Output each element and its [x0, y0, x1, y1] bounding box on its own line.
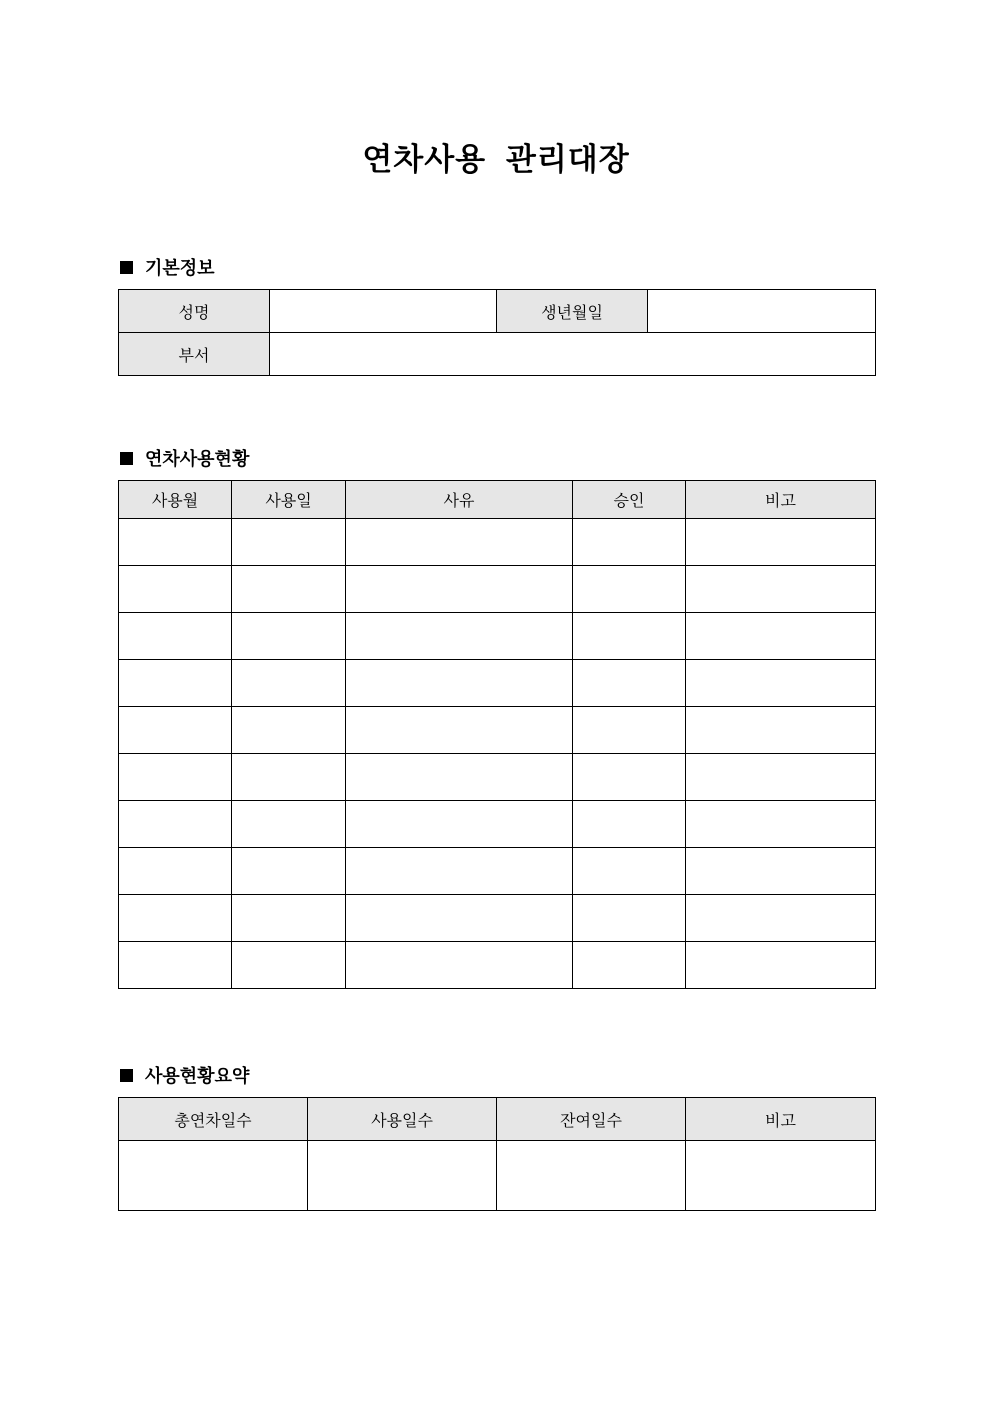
cell-day[interactable]: [232, 754, 346, 801]
cell-approval[interactable]: [573, 707, 686, 754]
cell-approval[interactable]: [573, 895, 686, 942]
cell-reason[interactable]: [346, 566, 573, 613]
cell-month[interactable]: [119, 566, 232, 613]
table-row: [119, 801, 876, 848]
table-row: [119, 660, 876, 707]
cell-month[interactable]: [119, 801, 232, 848]
name-field[interactable]: [270, 290, 497, 333]
cell-note[interactable]: [686, 613, 876, 660]
section-summary: [120, 1062, 249, 1088]
cell-approval[interactable]: [573, 660, 686, 707]
cell-month[interactable]: [119, 613, 232, 660]
cell-note[interactable]: [686, 895, 876, 942]
cell-note[interactable]: [686, 707, 876, 754]
col-header-approval: 승인: [573, 481, 686, 519]
usage-table: [118, 480, 876, 989]
cell-note[interactable]: [686, 1141, 876, 1211]
cell-month[interactable]: [119, 707, 232, 754]
cell-reason[interactable]: [346, 848, 573, 895]
cell-approval[interactable]: [573, 942, 686, 989]
cell-reason[interactable]: [346, 801, 573, 848]
cell-approval[interactable]: [573, 519, 686, 566]
cell-reason[interactable]: [346, 519, 573, 566]
cell-month[interactable]: [119, 519, 232, 566]
birth-label: 생년월일: [497, 290, 648, 333]
section-heading: 사용현황요약: [145, 1066, 250, 1087]
col-header-month: 사용월: [119, 481, 232, 519]
table-row: [119, 613, 876, 660]
birth-field[interactable]: [648, 290, 876, 333]
table-row: [119, 519, 876, 566]
col-header-used-days: 사용일수: [308, 1098, 497, 1141]
cell-month[interactable]: [119, 942, 232, 989]
table-row: [119, 1141, 876, 1211]
col-header-reason: 사유: [346, 481, 573, 519]
dept-field[interactable]: [270, 333, 876, 376]
basic-info-table: [118, 289, 876, 376]
cell-day[interactable]: [232, 895, 346, 942]
section-heading: 연차사용현황: [145, 449, 250, 470]
table-row: [119, 942, 876, 989]
cell-month[interactable]: [119, 895, 232, 942]
summary-table: [118, 1097, 876, 1211]
cell-reason[interactable]: [346, 942, 573, 989]
cell-month[interactable]: [119, 660, 232, 707]
col-header-note: 비고: [686, 1098, 876, 1141]
cell-approval[interactable]: [573, 801, 686, 848]
cell-reason[interactable]: [346, 754, 573, 801]
dept-label: 부서: [119, 333, 270, 376]
name-label: 성명: [119, 290, 270, 333]
document-title: 연차사용 관리대장: [362, 142, 630, 178]
section-usage: [120, 445, 249, 471]
cell-note[interactable]: [686, 801, 876, 848]
cell-day[interactable]: [232, 660, 346, 707]
col-header-total-days: 총연차일수: [119, 1098, 308, 1141]
cell-total-days[interactable]: [119, 1141, 308, 1211]
cell-day[interactable]: [232, 801, 346, 848]
cell-approval[interactable]: [573, 566, 686, 613]
table-row: [119, 848, 876, 895]
section-heading: 기본정보: [145, 258, 215, 279]
col-header-note: 비고: [686, 481, 876, 519]
cell-note[interactable]: [686, 754, 876, 801]
cell-day[interactable]: [232, 942, 346, 989]
cell-note[interactable]: [686, 848, 876, 895]
table-row: [119, 895, 876, 942]
cell-day[interactable]: [232, 566, 346, 613]
square-bullet-icon: [120, 1069, 133, 1082]
cell-month[interactable]: [119, 848, 232, 895]
cell-approval[interactable]: [573, 848, 686, 895]
cell-approval[interactable]: [573, 613, 686, 660]
cell-month[interactable]: [119, 754, 232, 801]
cell-note[interactable]: [686, 519, 876, 566]
section-basic-info: [120, 254, 215, 280]
cell-day[interactable]: [232, 707, 346, 754]
table-row: [119, 566, 876, 613]
cell-remaining-days[interactable]: [497, 1141, 686, 1211]
cell-day[interactable]: [232, 613, 346, 660]
table-row: [119, 754, 876, 801]
col-header-day: 사용일: [232, 481, 346, 519]
cell-used-days[interactable]: [308, 1141, 497, 1211]
cell-note[interactable]: [686, 566, 876, 613]
cell-note[interactable]: [686, 660, 876, 707]
table-row: [119, 707, 876, 754]
cell-day[interactable]: [232, 848, 346, 895]
square-bullet-icon: [120, 452, 133, 465]
square-bullet-icon: [120, 261, 133, 274]
cell-reason[interactable]: [346, 707, 573, 754]
cell-day[interactable]: [232, 519, 346, 566]
cell-reason[interactable]: [346, 613, 573, 660]
cell-approval[interactable]: [573, 754, 686, 801]
cell-reason[interactable]: [346, 895, 573, 942]
col-header-remaining-days: 잔여일수: [497, 1098, 686, 1141]
cell-note[interactable]: [686, 942, 876, 989]
cell-reason[interactable]: [346, 660, 573, 707]
